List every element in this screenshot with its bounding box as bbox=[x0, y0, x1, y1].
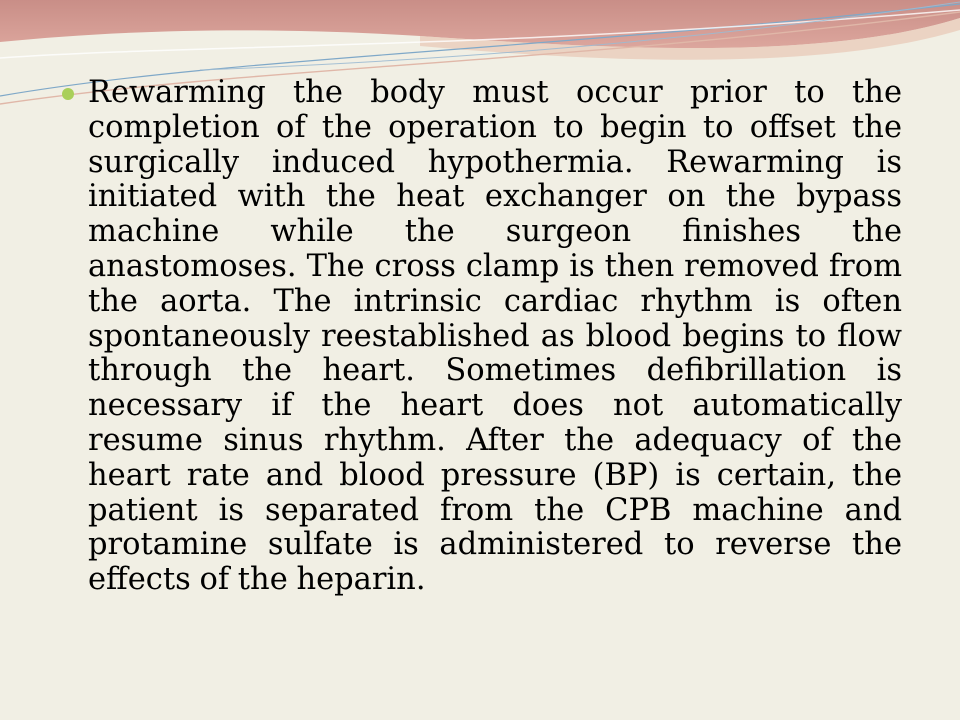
bullet-text: Rewarming the body must occur prior to the completion of the operation to begin to offset the surgically induced hypothermia. Rewarming is initiated with the heat exchanger on the bypass machine while the surgeon finishes the anastomoses. The cross clamp is then removed from the aorta. The intrinsic cardiac rhythm is often spontaneously reestablished as blood begins to flow through the heart. Sometimes defibrillation is necessary if the heart does not automatically resume sinus rhythm. After the adequacy of the heart rate and blood pressure (BP) is certain, the patient is separated from the CPB machine and protamine sulfate is administered to reverse the effects of the heparin. bbox=[88, 75, 902, 598]
bullet-icon bbox=[62, 88, 74, 100]
bullet-item bbox=[62, 76, 904, 598]
